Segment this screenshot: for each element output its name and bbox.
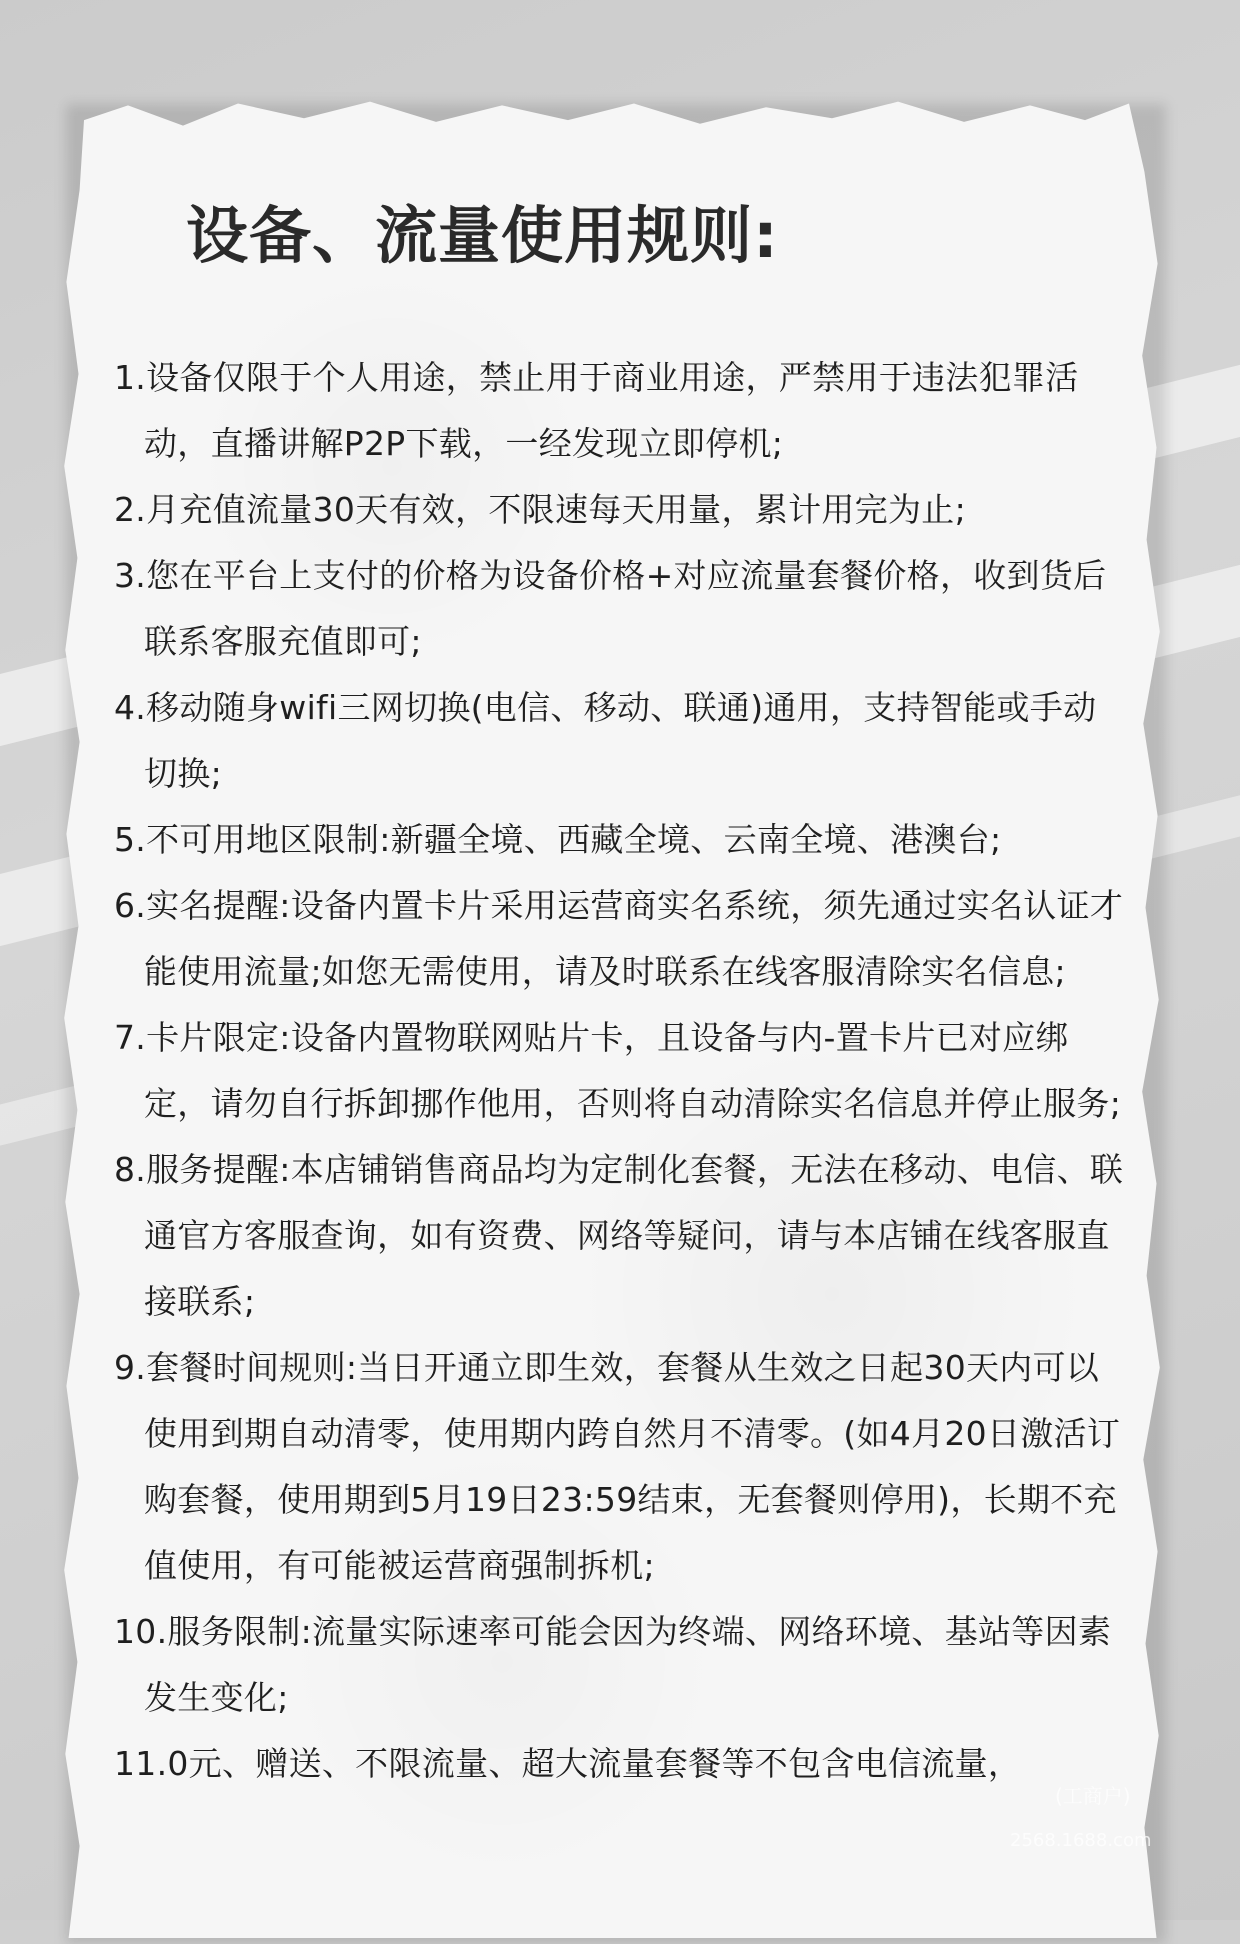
- rule-item: [114, 1731, 1124, 1797]
- rule-text: 设备仅限于个人用途，禁止用于商业用途，严禁用于违法犯罪活动，直播讲解P2P下载，一经发现立即停机;: [144, 358, 1079, 463]
- rule-text: 实名提醒:设备内置卡片采用运营商实名系统，须先通过实名认证才能使用流量;如您无需使用，请及时联系在线客服清除实名信息;: [144, 886, 1124, 991]
- page-title: 设备、流量使用规则:: [186, 199, 779, 272]
- rule-text: 您在平台上支付的价格为设备价格+对应流量套餐价格，收到货后联系客服充值即可;: [144, 556, 1107, 661]
- rule-text: 移动随身wifi三网切换(电信、移动、联通)通用，支持智能或手动切换;: [144, 688, 1097, 793]
- rule-text: 套餐时间规则:当日开通立即生效，套餐从生效之日起30天内可以使用到期自动清零，使用期内跨自然月不清零。(如4月20日激活订购套餐，使用期到5月19日23:59结束，无套餐则停用)，长期不充值使用，有可能被运营商强制拆机;: [144, 1348, 1121, 1585]
- watermark-text: (工商户): [1055, 1784, 1131, 1808]
- rule-text: 卡片限定:设备内置物联网贴片卡，且设备与内-置卡片已对应绑定，请勿自行拆卸挪作他用，否则将自动清除实名信息并停止服务;: [144, 1018, 1122, 1123]
- rule-number: 7.: [114, 1018, 147, 1057]
- rule-number: 9.: [114, 1348, 147, 1387]
- rule-number: 5.: [114, 820, 147, 859]
- rule-text: 不可用地区限制:新疆全境、西藏全境、云南全境、港澳台;: [146, 820, 1002, 859]
- rule-item: [114, 1137, 1124, 1335]
- rule-number: 10.: [114, 1612, 168, 1651]
- rule-item: [114, 1005, 1124, 1137]
- rule-text: 月充值流量30天有效，不限速每天用量，累计用完为止;: [146, 490, 967, 529]
- rule-text: 服务限制:流量实际速率可能会因为终端、网络环境、基站等因素发生变化;: [144, 1612, 1112, 1717]
- rule-text: 服务提醒:本店铺销售商品均为定制化套餐，无法在移动、电信、联通官方客服查询，如有资费、网络等疑问，请与本店铺在线客服直接联系;: [144, 1150, 1124, 1321]
- rule-text: 0元、赠送、不限流量、超大流量套餐等不包含电信流量，: [167, 1744, 1022, 1783]
- rule-item: [114, 1599, 1124, 1731]
- rule-number: 3.: [114, 556, 147, 595]
- rule-item: [114, 873, 1124, 1005]
- rule-item: [114, 477, 1124, 543]
- watermark-url: 2568.1688.com: [1010, 1830, 1152, 1851]
- rule-number: 2.: [114, 490, 147, 529]
- rule-number: 1.: [114, 358, 147, 397]
- rule-item: [114, 1335, 1124, 1599]
- rule-number: 11.: [114, 1744, 168, 1783]
- rules-list: [114, 345, 1124, 1797]
- rule-item: [114, 543, 1124, 675]
- rule-item: [114, 675, 1124, 807]
- rule-item: [114, 807, 1124, 873]
- rule-number: 4.: [114, 688, 147, 727]
- rule-number: 6.: [114, 886, 147, 925]
- rule-number: 8.: [114, 1150, 147, 1189]
- rule-item: [114, 345, 1124, 477]
